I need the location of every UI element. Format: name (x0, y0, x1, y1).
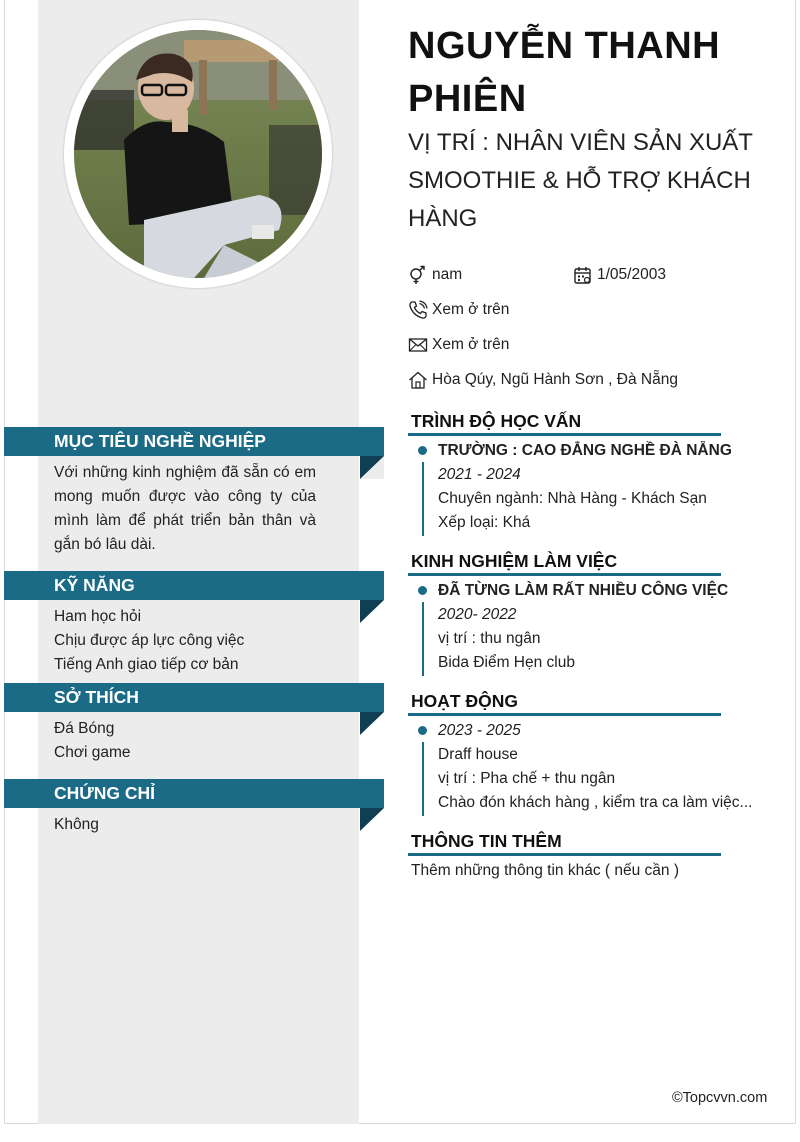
email-value: Xem ở trên (432, 336, 510, 353)
activities-timeline (422, 742, 424, 816)
activities-title: HOẠT ĐỘNG (411, 691, 518, 711)
email-icon (408, 335, 428, 355)
certificate-item: Không (54, 816, 99, 833)
objective-title: MỤC TIÊU NGHỀ NGHIỆP (4, 427, 384, 456)
experience-heading: ĐÃ TỪNG LÀM RẤT NHIỀU CÔNG VIỆC (438, 582, 729, 599)
gender-row (408, 264, 462, 286)
skill-item: Tiếng Anh giao tiếp cơ bản (54, 656, 239, 673)
skills-fold-icon (360, 600, 384, 623)
education-bullet (418, 446, 427, 455)
more-info-underline (408, 853, 721, 856)
calendar-icon (573, 265, 593, 285)
experience-underline (408, 573, 721, 576)
hobby-item: Chơi game (54, 744, 131, 761)
skills-title: KỸ NĂNG (4, 571, 384, 600)
home-icon (408, 370, 428, 390)
skill-item: Ham học hỏi (54, 608, 142, 625)
avatar (74, 30, 322, 278)
activities-role: vị trí : Pha chế + thu ngân (438, 770, 616, 787)
phone-value: Xem ở trên (432, 301, 510, 318)
address-row (408, 369, 678, 391)
job-position: VỊ TRÍ : NHÂN VIÊN SẢN XUẤT SMOOTHIE & HỖ TRỢ KHÁCH HÀNG (408, 129, 753, 232)
hobby-item: Đá Bóng (54, 720, 115, 737)
gender-icon (408, 265, 428, 285)
activities-underline (408, 713, 721, 716)
objective-fold-icon (360, 456, 384, 479)
gender-value: nam (432, 266, 463, 283)
education-school: TRƯỜNG : CAO ĐẲNG NGHỀ ĐÀ NẴNG (438, 442, 732, 459)
experience-bullet (418, 586, 427, 595)
footer-credit: ©Topcvvn.com (672, 1090, 768, 1106)
dob-value: 1/05/2003 (597, 266, 666, 283)
skills-list (54, 605, 316, 677)
skill-item: Chịu được áp lực công việc (54, 632, 245, 649)
certificates-list (54, 813, 316, 837)
education-period: 2021 - 2024 (438, 466, 521, 483)
experience-title: KINH NGHIỆM LÀM VIỆC (411, 551, 618, 571)
education-underline (408, 433, 721, 436)
activities-place: Draff house (438, 746, 518, 763)
education-major: Chuyên ngành: Nhà Hàng - Khách Sạn (438, 490, 707, 507)
candidate-name: NGUYỄN THANH PHIÊN (408, 25, 721, 120)
objective-text: Với những kinh nghiệm đã sẵn có em mong muốn được vào công ty của mình làm để phát triển bản thân và gắn bó lâu dài. (54, 464, 316, 553)
avatar-frame (64, 20, 332, 288)
more-info-text: Thêm những thông tin khác ( nếu cần ) (411, 862, 680, 879)
experience-company: Bida Điểm Hẹn club (438, 654, 575, 671)
hobbies-fold-icon (360, 712, 384, 735)
experience-timeline (422, 602, 424, 676)
hobbies-list (54, 717, 316, 765)
phone-row (408, 299, 509, 321)
activities-period: 2023 - 2025 (438, 722, 521, 739)
dob-row (573, 264, 666, 286)
education-title: TRÌNH ĐỘ HỌC VẤN (411, 411, 582, 431)
experience-period: 2020- 2022 (438, 606, 517, 623)
more-info-title: THÔNG TIN THÊM (411, 831, 562, 851)
address-value: Hòa Qúy, Ngũ Hành Sơn , Đà Nẵng (432, 371, 678, 388)
certificates-title: CHỨNG CHỈ (4, 779, 384, 808)
email-row (408, 334, 509, 356)
activities-desc: Chào đón khách hàng , kiểm tra ca làm việc... (438, 794, 753, 811)
hobbies-title: SỞ THÍCH (4, 683, 384, 712)
education-grade: Xếp loại: Khá (438, 514, 531, 531)
phone-icon (408, 300, 428, 320)
education-timeline (422, 462, 424, 536)
certificates-fold-icon (360, 808, 384, 831)
experience-role: vị trí : thu ngân (438, 630, 541, 647)
activities-bullet (418, 726, 427, 735)
